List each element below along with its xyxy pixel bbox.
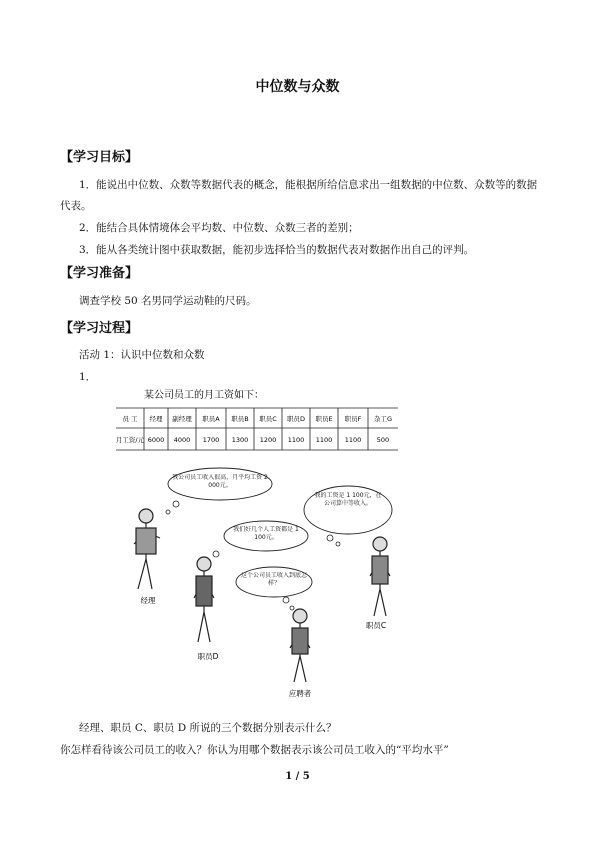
staff-d-figure — [194, 557, 214, 642]
process-heading: 【学习过程】 — [60, 321, 139, 336]
td-2: 4000 — [173, 436, 191, 444]
th-4: 职员B — [231, 415, 249, 423]
salary-cartoon-figure — [116, 384, 398, 700]
td-9: 500 — [376, 436, 390, 444]
prep-heading: 【学习准备】 — [60, 266, 139, 281]
th-1: 经理 — [149, 415, 163, 423]
goal-item-2: 2．能结合具体情境体会平均数、中位数、众数三者的差别； — [79, 222, 359, 234]
th-5: 职员C — [259, 415, 277, 423]
label-staff-c: 职员C — [365, 621, 387, 630]
staff-c-figure — [370, 537, 390, 616]
td-1: 6000 — [147, 436, 165, 444]
bubble-staff-c-text: 我的工资是 1 100元，在公司算中等收入。 — [314, 492, 382, 507]
td-7: 1100 — [315, 436, 333, 444]
item-number: 1． — [79, 371, 97, 383]
page-number: 1 / 5 — [285, 771, 310, 782]
goal-item-3: 3．能从各类统计图中获取数据，能初步选择恰当的数据代表对数据作出自己的评判。 — [79, 244, 475, 256]
th-8: 职员F — [344, 415, 362, 423]
td-4: 1300 — [231, 436, 249, 444]
question-2: 你怎样看待该公司员工的收入？你认为用哪个数据表示该公司员工收入的“平均水平” — [60, 744, 449, 756]
goal-item-1: 1．能说出中位数、众数等数据代表的概念，能根据所给信息求出一组数据的中位数、众数等的数据代表。 — [60, 179, 538, 212]
td-6: 1100 — [287, 436, 305, 444]
td-3: 1700 — [202, 436, 220, 444]
th-0: 员 工 — [122, 415, 138, 423]
bubble-manager-text: 我公司员工收入很高，月平均工资 2 000元。 — [172, 474, 268, 489]
th-9: 杂工G — [373, 415, 393, 423]
td-label: 月工资/元 — [116, 436, 145, 444]
label-manager: 经理 — [140, 596, 156, 605]
table-caption: 某公司员工的月工资如下： — [144, 390, 264, 401]
prep-text: 调查学校 50 名男同学运动鞋的尺码。 — [79, 295, 257, 307]
manager-figure — [134, 509, 160, 589]
th-2: 副经理 — [172, 415, 192, 423]
th-7: 职员E — [315, 415, 333, 423]
applicant-figure — [290, 609, 310, 682]
td-8: 1100 — [344, 436, 362, 444]
page-title: 中位数与众数 — [255, 79, 340, 95]
th-3: 职员A — [202, 415, 220, 423]
bubble-staff-d-text: 我们好几个人工资都是 1 100元。 — [233, 526, 299, 541]
activity-label: 活动 1：认识中位数和众数 — [79, 349, 205, 361]
bubble-applicant-text: 这个公司员工收入到底怎样？ — [240, 572, 307, 587]
td-5: 1200 — [259, 436, 277, 444]
th-6: 职员D — [286, 415, 306, 423]
question-1: 经理、职员 C、职员 D 所说的三个数据分别表示什么？ — [79, 722, 337, 734]
label-applicant: 应聘者 — [288, 689, 312, 698]
label-staff-d: 职员D — [197, 652, 219, 661]
goals-heading: 【学习目标】 — [60, 150, 139, 165]
